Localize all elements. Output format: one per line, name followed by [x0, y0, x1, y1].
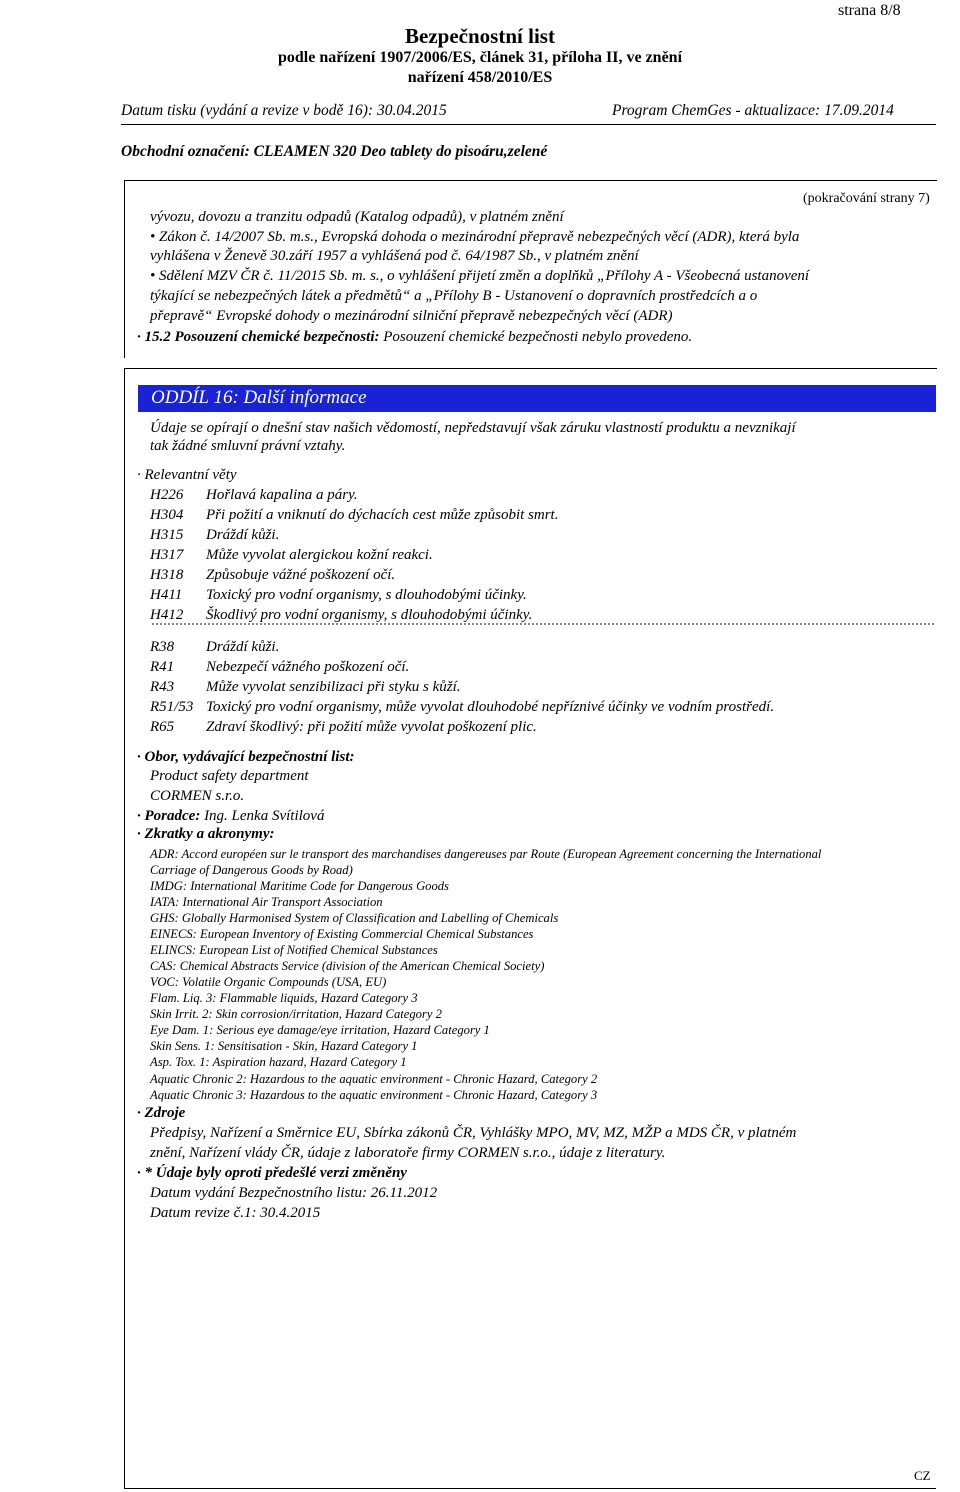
abbreviation-item: Aquatic Chronic 2: Hazardous to the aquatic environment - Chronic Hazard, Category 2: [150, 1072, 598, 1086]
h-phrase-text: Toxický pro vodní organismy, s dlouhodobými účinky.: [206, 587, 527, 603]
revision-date: Datum revize č.1: 30.4.2015: [150, 1205, 321, 1221]
abbreviation-item: Carriage of Dangerous Goods by Road): [150, 863, 353, 877]
r-phrase-code: R43: [150, 679, 175, 695]
assessment-label: · 15.2 Posouzení chemické bezpečnosti:: [137, 329, 380, 345]
abbreviation-item: Skin Sens. 1: Sensitisation - Skin, Hazard Category 1: [150, 1039, 418, 1053]
intro-line-1: Údaje se opírají o dnešní stav našich vědomostí, nepředstavují však záruku vlastností produktu a nevznikají: [150, 420, 796, 436]
abbreviation-item: Aquatic Chronic 3: Hazardous to the aquatic environment - Chronic Hazard, Category 3: [150, 1088, 598, 1102]
issue-date: Datum vydání Bezpečnostního listu: 26.11.2012: [150, 1185, 438, 1201]
h-phrase-code: H315: [150, 527, 184, 543]
trade-name: Obchodní označení: CLEAMEN 320 Deo tablety do pisoáru,zelené: [121, 143, 548, 160]
h-phrase-text: Může vyvolat alergickou kožní reakci.: [206, 547, 433, 563]
h-phrase-text: Dráždí kůži.: [206, 527, 280, 543]
intro-line-2: tak žádné smluvní právní vztahy.: [150, 438, 346, 454]
header-divider: [121, 124, 936, 125]
h-phrase-code: H411: [150, 587, 183, 603]
sources-label: · Zdroje: [137, 1105, 186, 1121]
section-16-title: ODDÍL 16: Další informace: [151, 387, 367, 408]
abbreviation-item: Asp. Tox. 1: Aspiration hazard, Hazard Category 1: [150, 1055, 407, 1069]
abbreviation-item: CAS: Chemical Abstracts Service (division of the American Chemical Society): [150, 959, 545, 973]
r-phrase-code: R41: [150, 659, 175, 675]
h-phrase-code: H317: [150, 547, 184, 563]
footer-divider: [124, 1488, 936, 1489]
sec15-line-2: • Zákon č. 14/2007 Sb. m.s., Evropská dohoda o mezinárodní přepravě nebezpečných věcí (ADR), která byla: [150, 229, 800, 245]
r-phrase-code: R65: [150, 719, 175, 735]
h-phrase-code: H226: [150, 487, 184, 503]
sources-line-1: Předpisy, Nařízení a Směrnice EU, Sbírka zákonů ČR, Vyhlášky MPO, MV, MZ, MŽP a MDS ČR, v platném: [150, 1125, 797, 1141]
r-phrase-text: Toxický pro vodní organismy, může vyvolat dlouhodobé nepříznivé účinky ve vodním prostředí.: [206, 699, 775, 715]
document-subtitle-2: nařízení 458/2010/ES: [407, 69, 553, 86]
sec15-line-5: týkající se nebezpečných látek a předmětů“ a „Přílohy B - Ustanovení o dopravních prostředcích a o: [150, 288, 758, 304]
abbreviation-item: IATA: International Air Transport Association: [150, 895, 383, 909]
abbreviation-item: Eye Dam. 1: Serious eye damage/eye irritation, Hazard Category 1: [150, 1023, 490, 1037]
language-code: CZ: [914, 1468, 931, 1483]
assessment-value: Posouzení chemické bezpečnosti nebylo provedeno.: [383, 329, 693, 345]
abbreviation-item: ELINCS: European List of Notified Chemical Substances: [150, 943, 438, 957]
r-phrase-code: R38: [150, 639, 175, 655]
document-title: Bezpečnostní list: [405, 24, 555, 48]
abbreviation-item: EINECS: European Inventory of Existing Commercial Chemical Substances: [150, 927, 534, 941]
continuation-note: (pokračování strany 7): [803, 191, 930, 206]
abbreviations-label: · Zkratky a akronymy:: [137, 826, 275, 842]
sec15-line-6: přepravě“ Evropské dohody o mezinárodní silniční přepravě nebezpečných věcí (ADR): [150, 308, 673, 324]
abbreviation-item: VOC: Volatile Organic Compounds (USA, EU): [150, 975, 387, 989]
h-phrase-code: H318: [150, 567, 184, 583]
department-label: · Obor, vydávající bezpečnostní list:: [137, 749, 355, 765]
h-phrase-text: Při požití a vniknutí do dýchacích cest může způsobit smrt.: [206, 507, 559, 523]
r-phrase-code: R51/53: [150, 699, 194, 715]
document-subtitle-1: podle nařízení 1907/2006/ES, článek 31, příloha II, ve znění: [277, 49, 683, 66]
page-number: strana 8/8: [838, 2, 901, 19]
h-phrase-text: Hořlavá kapalina a páry.: [206, 487, 358, 503]
sec15-line-3: vyhlášena v Ženevě 30.září 1957 a vyhlášená pod č. 64/1987 Sb., v platném znění: [150, 248, 639, 264]
advisor-value: Ing. Lenka Svítilová: [204, 808, 325, 824]
h-phrase-code: H412: [150, 607, 184, 623]
h-phrase-text: Způsobuje vážné poškození očí.: [206, 567, 396, 583]
r-phrase-text: Zdraví škodlivý: při požití může vyvolat poškození plic.: [206, 719, 537, 735]
program-version: Program ChemGes - aktualizace: 17.09.2014: [612, 102, 894, 119]
r-phrase-text: Dráždí kůži.: [206, 639, 280, 655]
print-date: Datum tisku (vydání a revize v bodě 16): 30.04.2015: [121, 102, 447, 119]
sec15-line-1: vývozu, dovozu a tranzitu odpadů (Katalog odpadů), v platném znění: [150, 209, 564, 225]
dotted-separator: [152, 623, 934, 627]
changed-note: · * Údaje byly oproti předešlé verzi změněny: [137, 1165, 407, 1181]
r-phrase-text: Může vyvolat senzibilizaci při styku s kůží.: [206, 679, 461, 695]
abbreviation-item: GHS: Globally Harmonised System of Classification and Labelling of Chemicals: [150, 911, 559, 925]
department-line-1: Product safety department: [150, 768, 309, 784]
advisor-label: · Poradce:: [137, 808, 201, 824]
department-line-2: CORMEN s.r.o.: [150, 788, 245, 804]
relevant-phrases-label: · Relevantní věty: [137, 467, 237, 483]
h-phrase-text: Škodlivý pro vodní organismy, s dlouhodobými účinky.: [206, 607, 533, 623]
chemical-safety-assessment: [137, 329, 692, 346]
r-phrase-text: Nebezpečí vážného poškození očí.: [206, 659, 410, 675]
sec15-line-4: • Sdělení MZV ČR č. 11/2015 Sb. m. s., o vyhlášení přijetí změn a doplňků „Přílohy A - Všeobecná ustanovení: [150, 268, 810, 284]
abbreviation-item: Flam. Liq. 3: Flammable liquids, Hazard Category 3: [150, 991, 418, 1005]
abbreviation-item: ADR: Accord européen sur le transport des marchandises dangereuses par Route (European Agreement concerning the International: [150, 847, 822, 861]
abbreviation-item: Skin Irrit. 2: Skin corrosion/irritation, Hazard Category 2: [150, 1007, 442, 1021]
advisor: [137, 808, 324, 825]
sources-line-2: znění, Nařízení vlády ČR, údaje z laboratoře firmy CORMEN s.r.o., údaje z literatury.: [150, 1145, 666, 1161]
h-phrase-code: H304: [150, 507, 184, 523]
abbreviation-item: IMDG: International Maritime Code for Dangerous Goods: [150, 879, 449, 893]
